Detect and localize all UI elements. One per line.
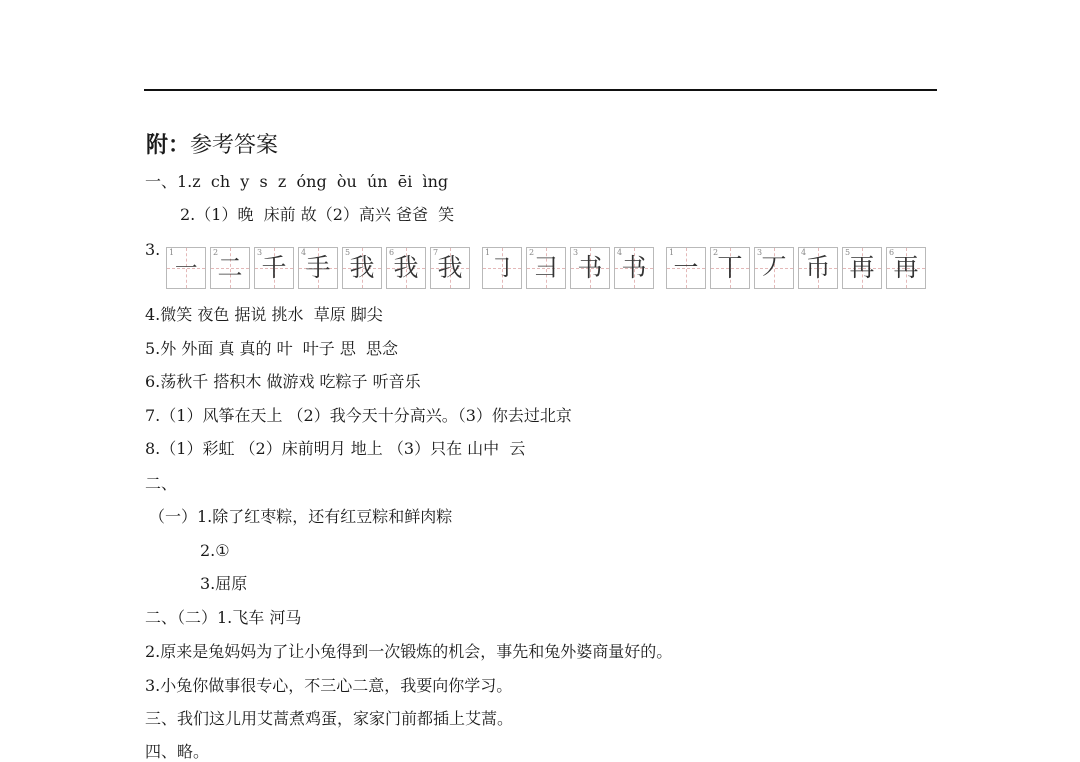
title-prefix: 附： (146, 132, 191, 158)
stroke-character: 丅 (717, 253, 743, 282)
stroke-character: 手 (305, 253, 331, 282)
stroke-box (430, 247, 470, 289)
section-3-answer: 三、我们这儿用艾蒿煮鸡蛋，家家门前都插上艾蒿。 (145, 709, 514, 728)
stroke-number: 4 (301, 248, 307, 257)
stroke-character: 一 (673, 253, 699, 282)
stroke-box (482, 247, 522, 289)
stroke-number: 1 (485, 248, 491, 257)
stroke-number: 4 (617, 248, 623, 257)
stroke-character: 千 (261, 253, 287, 282)
stroke-character: 书 (621, 253, 647, 282)
stroke-box (298, 247, 338, 289)
section-2-2-item-1: 二、（二）1.飞车 河马 (145, 608, 302, 627)
stroke-character: 再 (893, 253, 919, 282)
stroke-number: 3 (257, 248, 263, 257)
stroke-number: 7 (433, 248, 439, 257)
stroke-number: 2 (713, 248, 719, 257)
title-text: 参考答案 (190, 133, 279, 158)
stroke-number: 2 (213, 248, 219, 257)
answer-line-3: 3. (145, 240, 161, 259)
stroke-box (342, 247, 382, 289)
stroke-number: 6 (889, 248, 895, 257)
answer-line-1: 一、1.z ch y s z óng òu ún ēi ìng (145, 172, 449, 191)
section-2-1-item-1: （一）1.除了红枣粽，还有红豆粽和鲜肉粽 (149, 507, 453, 526)
stroke-number: 1 (669, 248, 675, 257)
stroke-character: 书 (577, 253, 603, 282)
stroke-box (798, 247, 838, 289)
section-2-1-item-2: 2.① (200, 541, 230, 560)
stroke-box (710, 247, 750, 289)
section-2-1-item-3: 3.屈原 (200, 574, 248, 593)
stroke-character: ㇐ (173, 253, 199, 282)
stroke-number: 3 (573, 248, 579, 257)
answer-line-4: 4.微笑 夜色 据说 挑水 草原 脚尖 (145, 305, 383, 324)
stroke-number: 4 (801, 248, 807, 257)
stroke-number: 3 (757, 248, 763, 257)
stroke-character: 我 (349, 253, 375, 282)
answer-line-5: 5.外 外面 真 真的 叶 叶子 思 思念 (145, 339, 399, 358)
stroke-number: 5 (845, 248, 851, 257)
stroke-number: 5 (345, 248, 351, 257)
stroke-box (210, 247, 250, 289)
stroke-character: 二 (217, 253, 243, 282)
stroke-number: 2 (529, 248, 535, 257)
stroke-character: 再 (849, 253, 875, 282)
stroke-box (166, 247, 206, 289)
stroke-box (614, 247, 654, 289)
stroke-box (666, 247, 706, 289)
stroke-character: 币 (805, 253, 831, 282)
answer-line-6: 6.荡秋千 搭积木 做游戏 吃粽子 听音乐 (145, 372, 421, 391)
page-title (146, 130, 278, 161)
stroke-character: ⺕ (533, 253, 559, 282)
answer-line-8: 8.（1）彩虹 （2）床前明月 地上 （3）只在 山中 云 (145, 439, 526, 458)
stroke-character: 我 (393, 253, 419, 282)
stroke-box (842, 247, 882, 289)
section-4-answer: 四、略。 (145, 742, 210, 761)
stroke-box (886, 247, 926, 289)
top-rule (144, 89, 937, 91)
section-2-heading: 二、 (145, 474, 178, 493)
section-2-2-item-3: 3.小兔你做事很专心，不三心二意，我要向你学习。 (145, 676, 513, 695)
stroke-box (754, 247, 794, 289)
answer-line-7: 7.（1）风筝在天上 （2）我今天十分高兴。（3）你去过北京 (145, 406, 572, 425)
stroke-character: 丆 (761, 253, 787, 282)
stroke-box (386, 247, 426, 289)
stroke-number: 1 (169, 248, 175, 257)
stroke-box (526, 247, 566, 289)
answer-line-1-2: 2.（1）晚 床前 故（2）高兴 爸爸 笑 (180, 205, 455, 224)
stroke-number: 6 (389, 248, 395, 257)
stroke-box (254, 247, 294, 289)
section-2-2-item-2: 2.原来是兔妈妈为了让小兔得到一次锻炼的机会，事先和兔外婆商量好的。 (145, 642, 673, 661)
stroke-box (570, 247, 610, 289)
stroke-character: ㇆ (489, 253, 515, 282)
stroke-character: 我 (437, 253, 463, 282)
